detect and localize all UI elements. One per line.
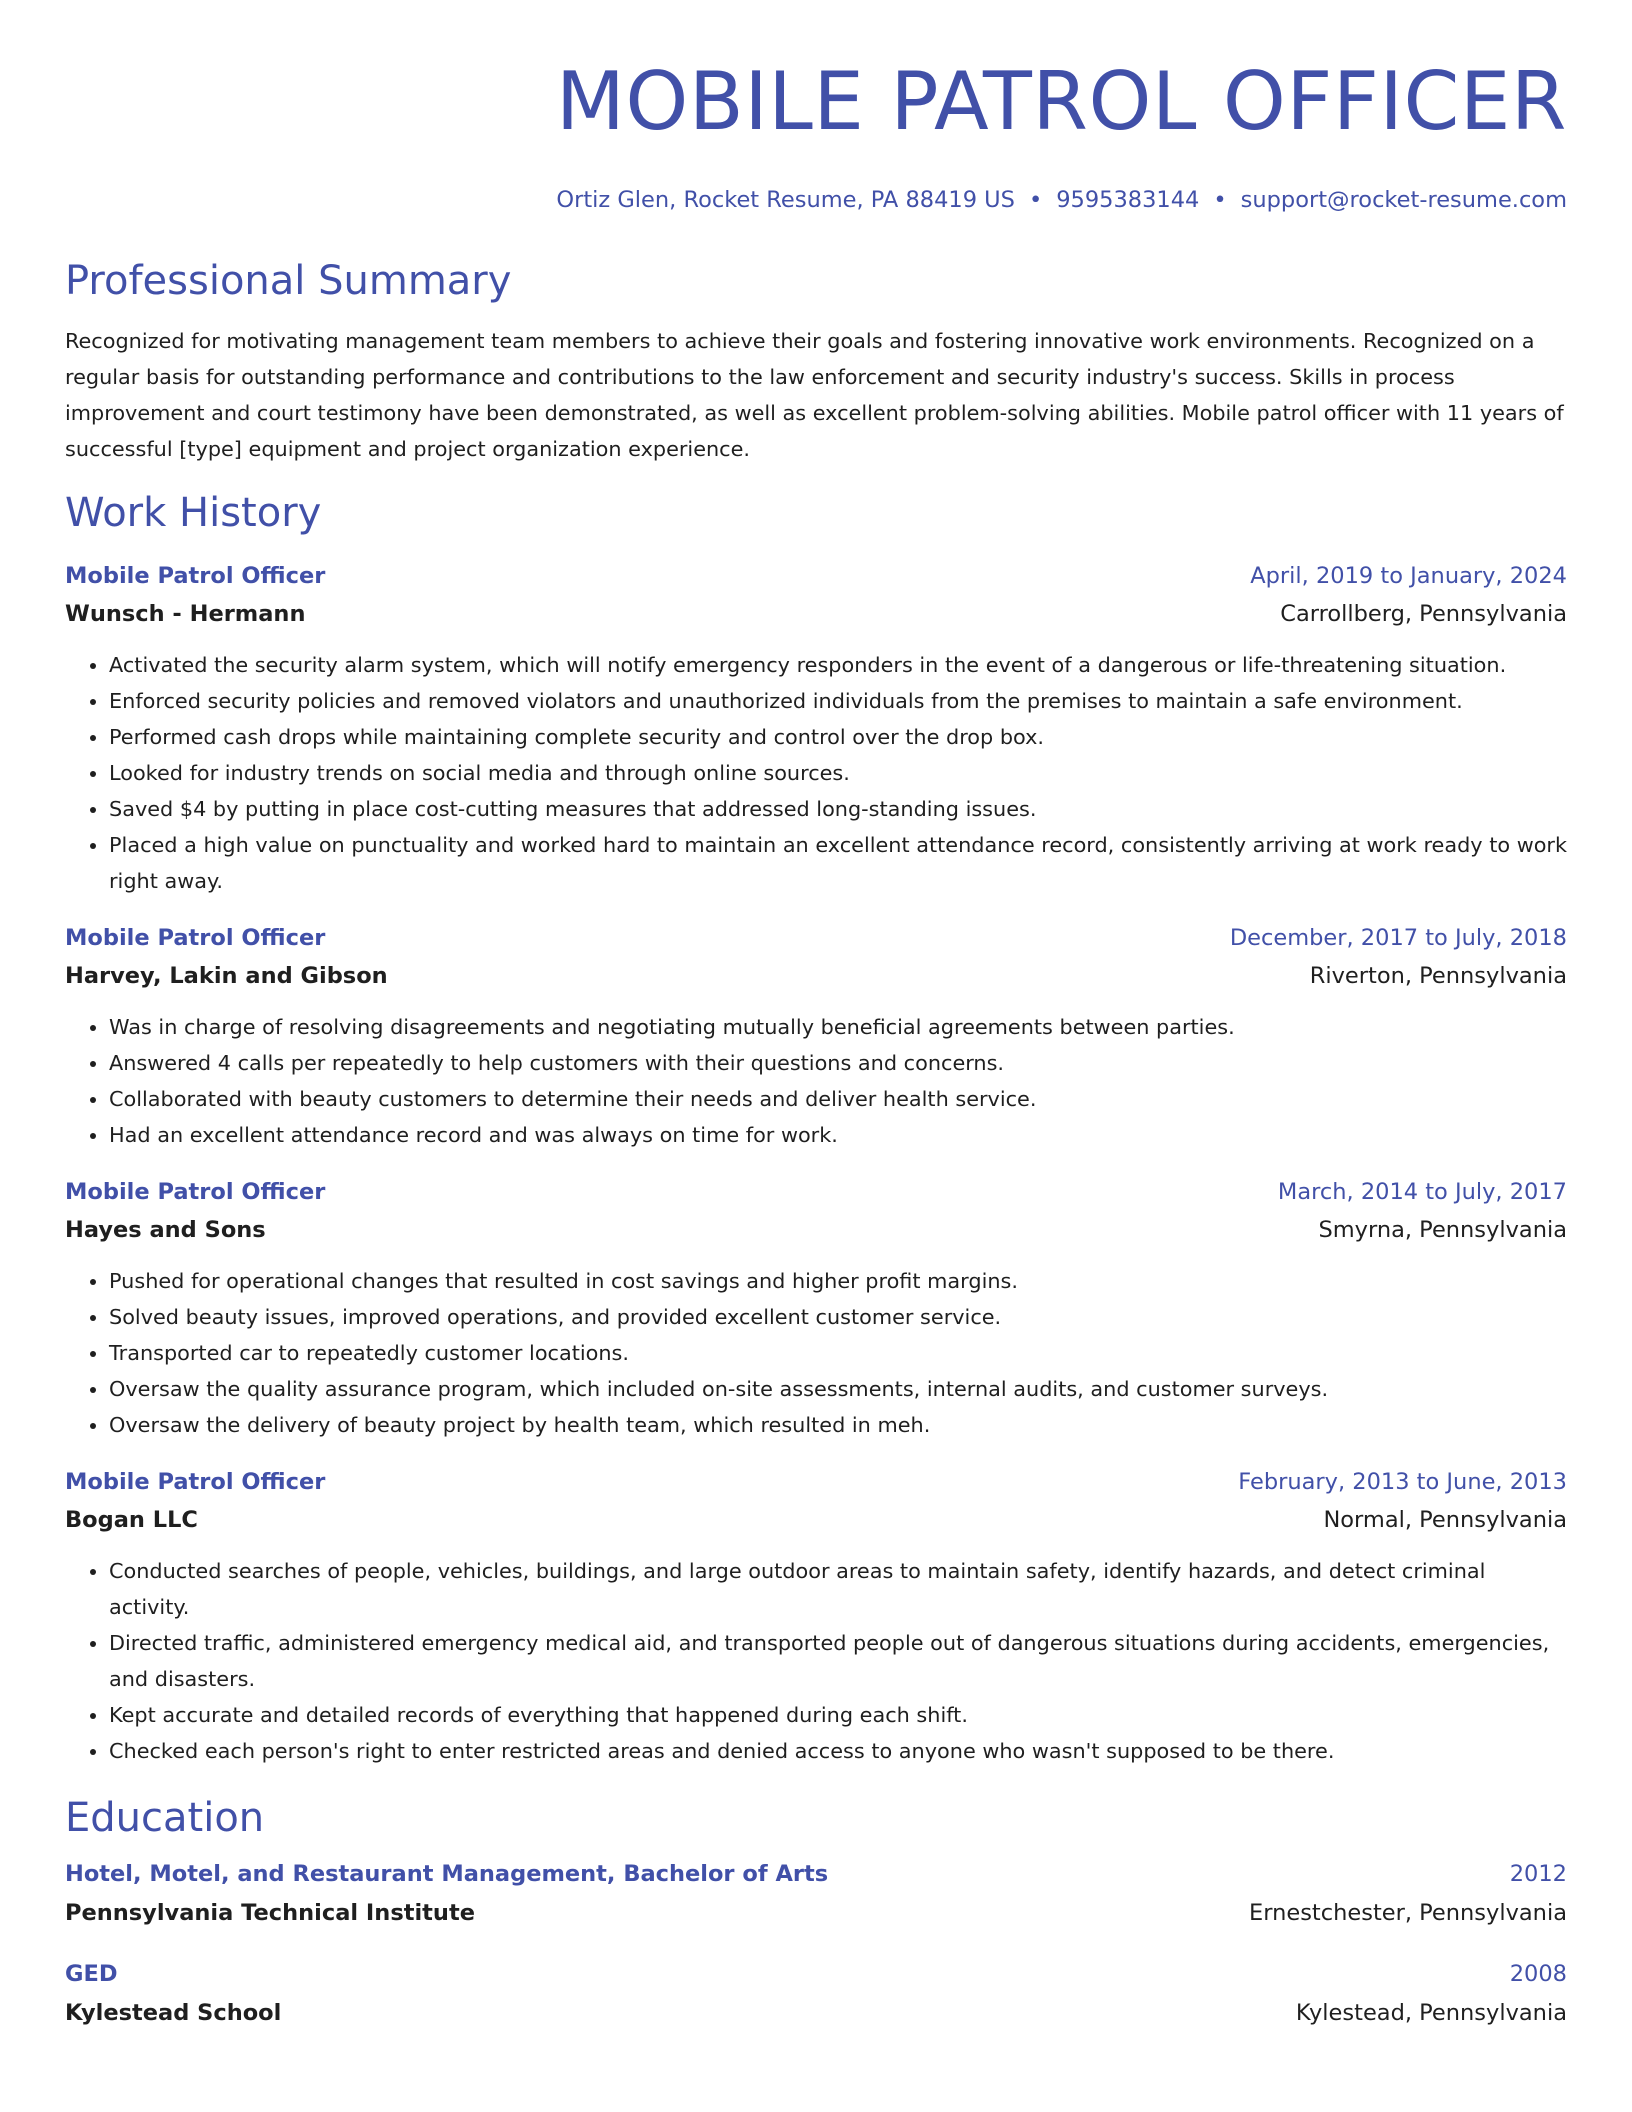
education-entry (65, 1955, 1567, 2033)
summary-text: Recognized for motivating management team members to achieve their goals and fostering innovative work environments. Recognized on a regular basis for outstanding performance and contributions to the law enforcement and security industry's success. Skills in process improvement and court testimony have been demonstrated, as well as excellent problem-solving abilities. Mobile patrol officer with 11 years of successful [type] equipment and project organization experience. (65, 329, 1564, 461)
education-degree-row (65, 1855, 1567, 1893)
job-location: Riverton, Pennsylvania (1309, 963, 1567, 989)
education-school-row (65, 1893, 1567, 1933)
summary-heading: Professional Summary (65, 258, 512, 304)
job-dates: December, 2017 to July, 2018 (1229, 925, 1567, 951)
work-history-list (65, 557, 1567, 1769)
education-school: Kylestead School (65, 2000, 282, 2026)
job-employer: Harvey, Lakin and Gibson (65, 963, 388, 989)
job-title: Mobile Patrol Officer (65, 1179, 326, 1205)
job-title: Mobile Patrol Officer (65, 925, 326, 951)
contact-separator: • (1028, 187, 1043, 213)
job-bullet: • Checked each person's right to enter restricted areas and denied access to anyone who wasn't supposed to be there. (109, 1733, 1567, 1769)
job-bullets (65, 1263, 1567, 1443)
education-heading: Education (65, 1795, 265, 1841)
job-bullet: • Conducted searches of people, vehicles, buildings, and large outdoor areas to maintain safety, identify hazards, and detect criminal activity. (109, 1553, 1567, 1625)
job-entry (65, 557, 1567, 899)
education-year: 2008 (1509, 1961, 1567, 1987)
resume-name: MOBILE PATROL OFFICER (555, 55, 1567, 148)
job-bullet: • Placed a high value on punctuality and worked hard to maintain an excellent attendance record, consistently arriving at work ready to work right away. (109, 827, 1567, 899)
job-employer-row (65, 957, 1567, 995)
job-entry (65, 1173, 1567, 1443)
education-school: Pennsylvania Technical Institute (65, 1900, 475, 1926)
education-school-row (65, 1993, 1567, 2033)
job-employer-row (65, 1501, 1567, 1539)
job-title-row (65, 919, 1567, 957)
education-list (65, 1855, 1567, 2033)
job-employer: Wunsch - Hermann (65, 601, 306, 627)
job-location: Normal, Pennsylvania (1323, 1507, 1567, 1533)
work-history-heading: Work History (65, 490, 322, 536)
job-title-row (65, 557, 1567, 595)
job-title-row (65, 1173, 1567, 1211)
contact-phone: 9595383144 (1056, 187, 1200, 213)
education-location: Ernestchester, Pennsylvania (1249, 1900, 1567, 1926)
job-bullets (65, 1553, 1567, 1769)
job-bullet: • Kept accurate and detailed records of everything that happened during each shift. (109, 1697, 1567, 1733)
job-employer-row (65, 595, 1567, 633)
job-bullet: • Solved beauty issues, improved operations, and provided excellent customer service. (109, 1299, 1567, 1335)
job-bullet: • Activated the security alarm system, which will notify emergency responders in the event of a dangerous or life-threatening situation. (109, 647, 1567, 683)
education-entry (65, 1855, 1567, 1933)
job-location: Smyrna, Pennsylvania (1318, 1217, 1567, 1243)
job-employer: Bogan LLC (65, 1507, 198, 1533)
job-bullet: • Looked for industry trends on social media and through online sources. (109, 755, 1567, 791)
job-bullet: • Answered 4 calls per repeatedly to help customers with their questions and concerns. (109, 1045, 1567, 1081)
job-title: Mobile Patrol Officer (65, 563, 326, 589)
job-bullets (65, 1009, 1567, 1153)
education-location: Kylestead, Pennsylvania (1295, 2000, 1567, 2026)
job-bullet: • Oversaw the delivery of beauty project by health team, which resulted in meh. (109, 1407, 1567, 1443)
job-title: Mobile Patrol Officer (65, 1469, 326, 1495)
contact-address: Ortiz Glen, Rocket Resume, PA 88419 US (556, 187, 1015, 213)
contact-email[interactable]: support@rocket-resume.com (1240, 187, 1567, 213)
contact-separator: • (1213, 187, 1227, 213)
job-bullet: • Enforced security policies and removed violators and unauthorized individuals from the premises to maintain a safe environment. (109, 683, 1567, 719)
job-entry (65, 919, 1567, 1153)
job-dates: April, 2019 to January, 2024 (1250, 563, 1567, 589)
education-year: 2012 (1509, 1861, 1567, 1887)
education-degree: Hotel, Motel, and Restaurant Management, Bachelor of Arts (65, 1861, 829, 1887)
job-bullet: • Had an excellent attendance record and was always on time for work. (109, 1117, 1567, 1153)
job-location: Carrollberg, Pennsylvania (1280, 601, 1567, 627)
job-bullet: • Pushed for operational changes that resulted in cost savings and higher profit margins. (109, 1263, 1567, 1299)
job-bullet: • Transported car to repeatedly customer locations. (109, 1335, 1567, 1371)
job-bullet: • Was in charge of resolving disagreements and negotiating mutually beneficial agreements between parties. (109, 1009, 1567, 1045)
job-bullet: • Collaborated with beauty customers to determine their needs and deliver health service. (109, 1081, 1567, 1117)
job-bullets (65, 647, 1567, 899)
job-employer-row (65, 1211, 1567, 1249)
education-degree-row (65, 1955, 1567, 1993)
job-bullet: • Saved $4 by putting in place cost-cutting measures that addressed long-standing issues. (109, 791, 1567, 827)
education-degree: GED (65, 1961, 118, 1987)
job-dates: February, 2013 to June, 2013 (1238, 1469, 1567, 1495)
job-title-row (65, 1463, 1567, 1501)
job-bullet: • Performed cash drops while maintaining complete security and control over the drop box. (109, 719, 1567, 755)
contact-line (65, 185, 1567, 215)
job-bullet: • Directed traffic, administered emergency medical aid, and transported people out of dangerous situations during accidents, emergencies, and disasters. (109, 1625, 1567, 1697)
job-entry (65, 1463, 1567, 1769)
job-employer: Hayes and Sons (65, 1217, 266, 1243)
job-dates: March, 2014 to July, 2017 (1277, 1179, 1567, 1205)
job-bullet: • Oversaw the quality assurance program, which included on-site assessments, internal audits, and customer surveys. (109, 1371, 1567, 1407)
